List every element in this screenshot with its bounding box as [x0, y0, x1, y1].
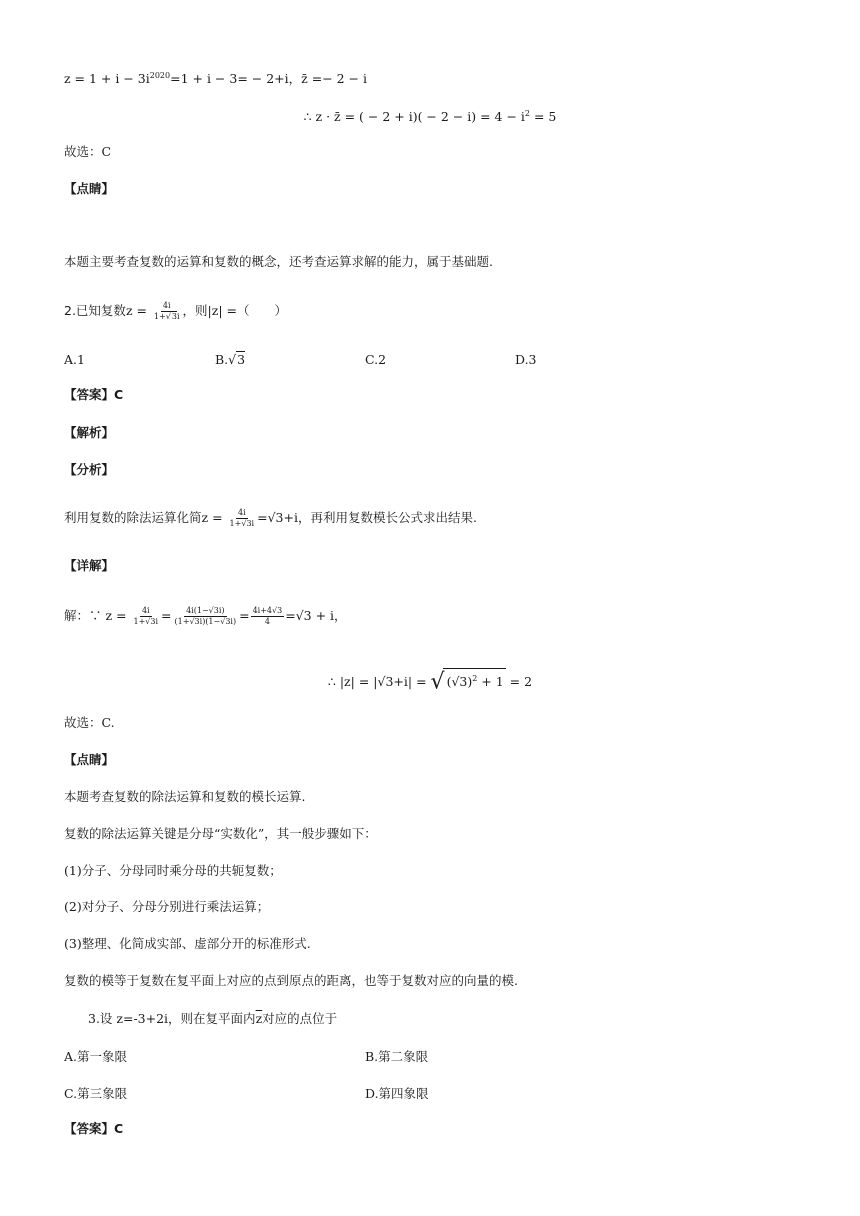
q2-stem-numerator: 4i: [162, 301, 171, 310]
q1-choose: 故选：C: [64, 144, 112, 159]
q3-stem-conjugate: $\overline{z}$: [255, 1011, 263, 1026]
q2-modulus-radicand: $(√3)^2 + 1$: [443, 668, 506, 690]
q2-tip-line-2: 复数的除法运算关键是分母“实数化”，其一般步骤如下：: [64, 826, 377, 841]
q2-option-d: D.3: [515, 352, 537, 367]
q2-stem-z: z =: [125, 303, 147, 318]
q2-detail-line: 解：∵ z = $\frac{4i}{1+√3i}$ = $\frac{4i(1-√3i)}{(1+√3i)(1-√3i)}$ = $\frac{4i+4√3}{4}$ =√3 + i，: [64, 606, 347, 626]
q2-tip-step-1: (1)分子、分母同时乘分母的共轭复数；: [64, 863, 282, 878]
q1-expr-part-b: =1 + i − 3= − 2+i，: [170, 71, 302, 87]
q1-product-exponent: 2: [524, 109, 531, 118]
q2-tip-heading: 【点睛】: [64, 752, 115, 767]
q2-tip-step-2: (2)对分子、分母分别进行乘法运算；: [64, 899, 270, 914]
q3-answer: 【答案】C: [64, 1121, 124, 1136]
q2-tip-step-3: (3)整理、化简成实部、虚部分开的标准形式.: [64, 936, 311, 951]
q2-option-a: A.1: [64, 352, 85, 367]
q2-tip-line-3: 复数的模等于复数在复平面上对应的点到原点的距离，也等于复数对应的向量的模.: [64, 973, 518, 988]
q1-product-part-b: = 5: [530, 109, 557, 125]
q1-tip-text: 本题主要考查复数的运算和复数的概念，还考查运算求解的能力，属于基础题.: [64, 254, 493, 269]
q2-fenxi-fraction: $\frac{4i}{1+√3i}$: [229, 508, 255, 528]
q2-detail-heading: 【详解】: [64, 558, 115, 573]
q2-detail-fraction-2: $\frac{4i(1-√3i)}{(1+√3i)(1-√3i)}$: [174, 606, 237, 626]
q2-detail-fraction-3: $\frac{4i+4√3}{4}$: [252, 606, 283, 626]
q2-modulus-line: ∴ |z| = |√3+i| = √ $(√3)^2 + 1 = 2$: [327, 669, 533, 695]
q1-product-line: [0, 106, 860, 125]
q2-option-b: B.√3: [215, 352, 246, 367]
q2-detail-fraction-1: $\frac{4i}{1+√3i}$: [133, 606, 159, 626]
q3-option-d: D.第四象限: [365, 1086, 429, 1101]
q2-stem-suffix: ，则|z| =（ ）: [182, 303, 287, 318]
q2-stem-prefix: 2.已知复数: [64, 303, 126, 318]
q1-expr-exponent: 2020: [149, 71, 171, 80]
q3-option-c: C.第三象限: [64, 1086, 128, 1101]
q3-stem: 3.设 z=-3+2i，则在复平面内$\overline{z}$对应的点位于: [88, 1011, 338, 1026]
q2-choose: 故选：C.: [64, 715, 115, 730]
q1-expression-line: [64, 68, 367, 87]
q2-fenxi-text: 利用复数的除法运算化简z = $\frac{4i}{1+√3i}$ =√3+i，再利用复数模长公式求出结果.: [64, 508, 477, 528]
q1-tip-heading: 【点睛】: [64, 181, 115, 196]
q2-stem-denominator: 1+√3i: [153, 312, 180, 321]
q2-stem: [64, 301, 287, 322]
q3-option-a: A.第一象限: [64, 1049, 128, 1064]
q2-tip-line-1: 本题考查复数的除法运算和复数的模长运算.: [64, 789, 306, 804]
q2-option-c: C.2: [365, 352, 387, 367]
q1-expr-part-a: z = 1 + i − 3i: [64, 71, 150, 87]
q3-option-b: B.第二象限: [365, 1049, 429, 1064]
q2-stem-fraction: [152, 301, 182, 322]
q1-expr-conjugate: z̄ =− 2 − i: [301, 71, 368, 87]
q2-analysis-heading: 【解析】: [64, 425, 115, 440]
q1-product-part-a: ∴ z · z̄ = ( − 2 + i)( − 2 − i) = 4 − i: [303, 109, 525, 125]
q2-fenxi-heading: 【分析】: [64, 462, 115, 477]
q2-answer: 【答案】C: [64, 387, 124, 402]
